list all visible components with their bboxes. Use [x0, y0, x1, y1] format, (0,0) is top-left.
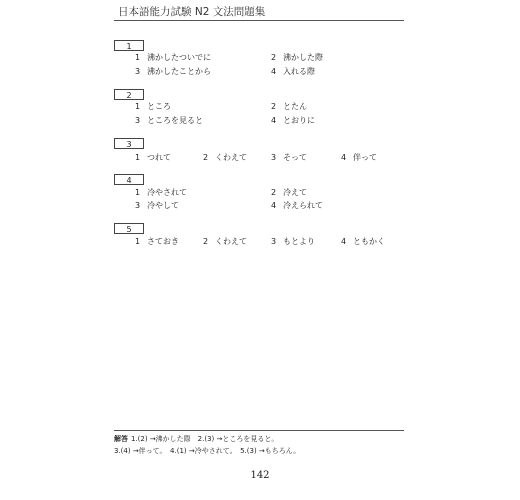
option-number: 4 [341, 153, 347, 162]
q5-option-4 [341, 237, 385, 247]
page-header-title: 日本語能力試験 N2 文法問題集 [114, 3, 404, 21]
option-number: 1 [135, 102, 141, 111]
answer-divider [114, 430, 404, 431]
option-number: 2 [271, 188, 277, 197]
option-number: 3 [135, 116, 141, 125]
option-number: 4 [271, 116, 277, 125]
question-number-3: 3 [114, 138, 144, 149]
option-number: 4 [271, 67, 277, 76]
q2-option-2 [271, 102, 307, 112]
answer-text-1: 1.(2) →沸かした際 2.(3) →ところを見ると。 [131, 435, 279, 443]
option-text: とおりに [283, 116, 315, 125]
option-text: つれて [147, 153, 171, 162]
option-text: ところを見ると [147, 116, 203, 125]
option-text: くわえて [215, 237, 247, 246]
option-text: ともかく [353, 237, 385, 246]
option-text: 冷えられて [283, 201, 323, 210]
option-number: 2 [203, 153, 209, 162]
option-number: 1 [135, 153, 141, 162]
q2-option-3 [135, 116, 203, 126]
option-number: 2 [203, 237, 209, 246]
option-text: 冷やして [147, 201, 179, 210]
option-number: 1 [135, 237, 141, 246]
q2-option-4 [271, 116, 315, 126]
option-number: 3 [271, 153, 277, 162]
q2-option-1 [135, 102, 171, 112]
option-number: 4 [271, 201, 277, 210]
question-number-4: 4 [114, 174, 144, 185]
q5-option-1 [135, 237, 179, 247]
q4-option-1 [135, 188, 187, 198]
option-text: もとより [283, 237, 315, 246]
option-text: 冷えて [283, 188, 307, 197]
option-number: 3 [135, 67, 141, 76]
q3-option-4 [341, 153, 377, 163]
option-number: 1 [135, 53, 141, 62]
q5-option-3 [271, 237, 315, 247]
q1-option-3 [135, 67, 211, 77]
option-text: さておき [147, 237, 179, 246]
answer-text-2: 3.(4) →伴って。 4.(1) →冷やされて。 5.(3) →もちろん。 [114, 447, 301, 455]
option-text: 入れる際 [283, 67, 315, 76]
q3-option-2 [203, 153, 247, 163]
option-text: くわえて [215, 153, 247, 162]
question-number-1: 1 [114, 40, 144, 51]
q1-option-1 [135, 53, 211, 63]
answer-line-1 [114, 434, 278, 444]
option-text: 沸かした際 [283, 53, 323, 62]
question-number-5: 5 [114, 223, 144, 234]
q4-option-4 [271, 201, 323, 211]
option-text: 沸かしたことから [147, 67, 211, 76]
option-text: 冷やされて [147, 188, 187, 197]
option-number: 3 [271, 237, 277, 246]
q4-option-3 [135, 201, 179, 211]
q4-option-2 [271, 188, 307, 198]
option-number: 2 [271, 53, 277, 62]
answer-line-2 [114, 446, 300, 456]
option-text: そって [283, 153, 307, 162]
q3-option-3 [271, 153, 307, 163]
q5-option-2 [203, 237, 247, 247]
option-number: 4 [341, 237, 347, 246]
q3-option-1 [135, 153, 171, 163]
option-text: とたん [283, 102, 307, 111]
option-number: 1 [135, 188, 141, 197]
question-number-2: 2 [114, 89, 144, 100]
option-number: 3 [135, 201, 141, 210]
option-text: 伴って [353, 153, 377, 162]
option-text: ところ [147, 102, 171, 111]
answer-label: 解答 [114, 435, 128, 443]
q1-option-4 [271, 67, 315, 77]
page-number: 142 [250, 470, 270, 481]
q1-option-2 [271, 53, 323, 63]
option-number: 2 [271, 102, 277, 111]
option-text: 沸かしたついでに [147, 53, 211, 62]
